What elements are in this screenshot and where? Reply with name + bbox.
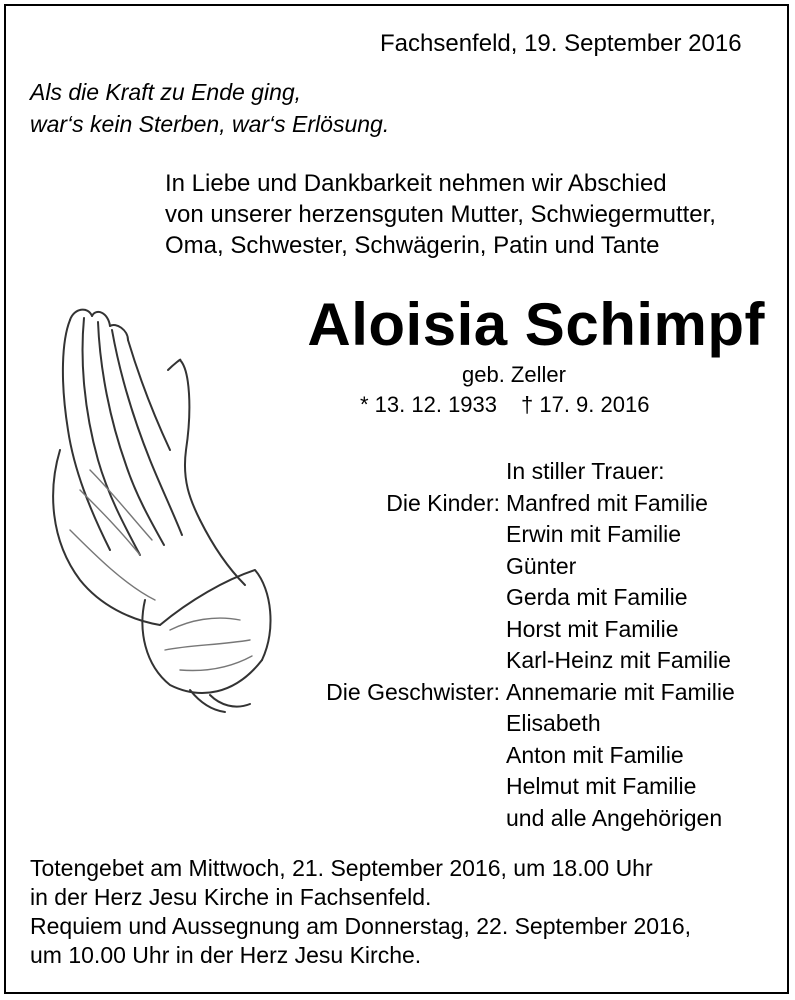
list-item: Horst mit Familie <box>506 615 679 642</box>
list-item: Annemarie mit Familie <box>506 678 735 705</box>
list-item: Helmut mit Familie <box>506 773 697 799</box>
siblings-label: Die Geschwister: <box>326 678 500 705</box>
service-info <box>30 854 691 970</box>
life-dates <box>360 392 649 418</box>
intro-text <box>165 168 716 261</box>
motto-line: war‘s kein Sterben, war‘s Erlösung. <box>30 111 390 137</box>
list-item: Karl-Heinz mit Familie <box>506 647 731 673</box>
service-line: in der Herz Jesu Kirche in Fachsenfeld. <box>30 884 432 910</box>
list-item: Elisabeth <box>506 710 601 736</box>
mourners-closing: und alle Angehörigen <box>506 804 723 831</box>
deceased-name: Aloisia Schimpf <box>307 291 765 358</box>
intro-line: von unserer herzensguten Mutter, Schwiegermutter, <box>165 201 716 228</box>
list-item: Manfred mit Familie <box>506 489 708 516</box>
intro-line: In Liebe und Dankbarkeit nehmen wir Abschied <box>165 170 667 197</box>
list-item: Erwin mit Familie <box>506 521 682 547</box>
maiden-name: geb. Zeller <box>462 362 566 387</box>
service-line: um 10.00 Uhr in der Herz Jesu Kirche. <box>30 942 422 968</box>
mourners-heading: In stiller Trauer: <box>506 458 665 484</box>
motto <box>30 76 389 140</box>
death-date: † 17. 9. 2016 <box>521 392 650 417</box>
service-line: Totengebet am Mittwoch, 21. September 2016, um 18.00 Uhr <box>30 855 653 881</box>
service-line: Requiem und Aussegnung am Donnerstag, 22. September 2016, <box>30 913 692 939</box>
motto-line: Als die Kraft zu Ende ging, <box>30 79 302 105</box>
children-label: Die Kinder: <box>386 489 500 516</box>
list-item: Anton mit Familie <box>506 741 684 768</box>
place-date: Fachsenfeld, 19. September 2016 <box>380 30 742 57</box>
list-item: Günter <box>506 552 577 579</box>
mourners-list <box>240 456 735 834</box>
birth-date: * 13. 12. 1933 <box>360 392 498 417</box>
intro-line: Oma, Schwester, Schwägerin, Patin und Tante <box>165 232 660 259</box>
list-item: Gerda mit Familie <box>506 584 688 610</box>
